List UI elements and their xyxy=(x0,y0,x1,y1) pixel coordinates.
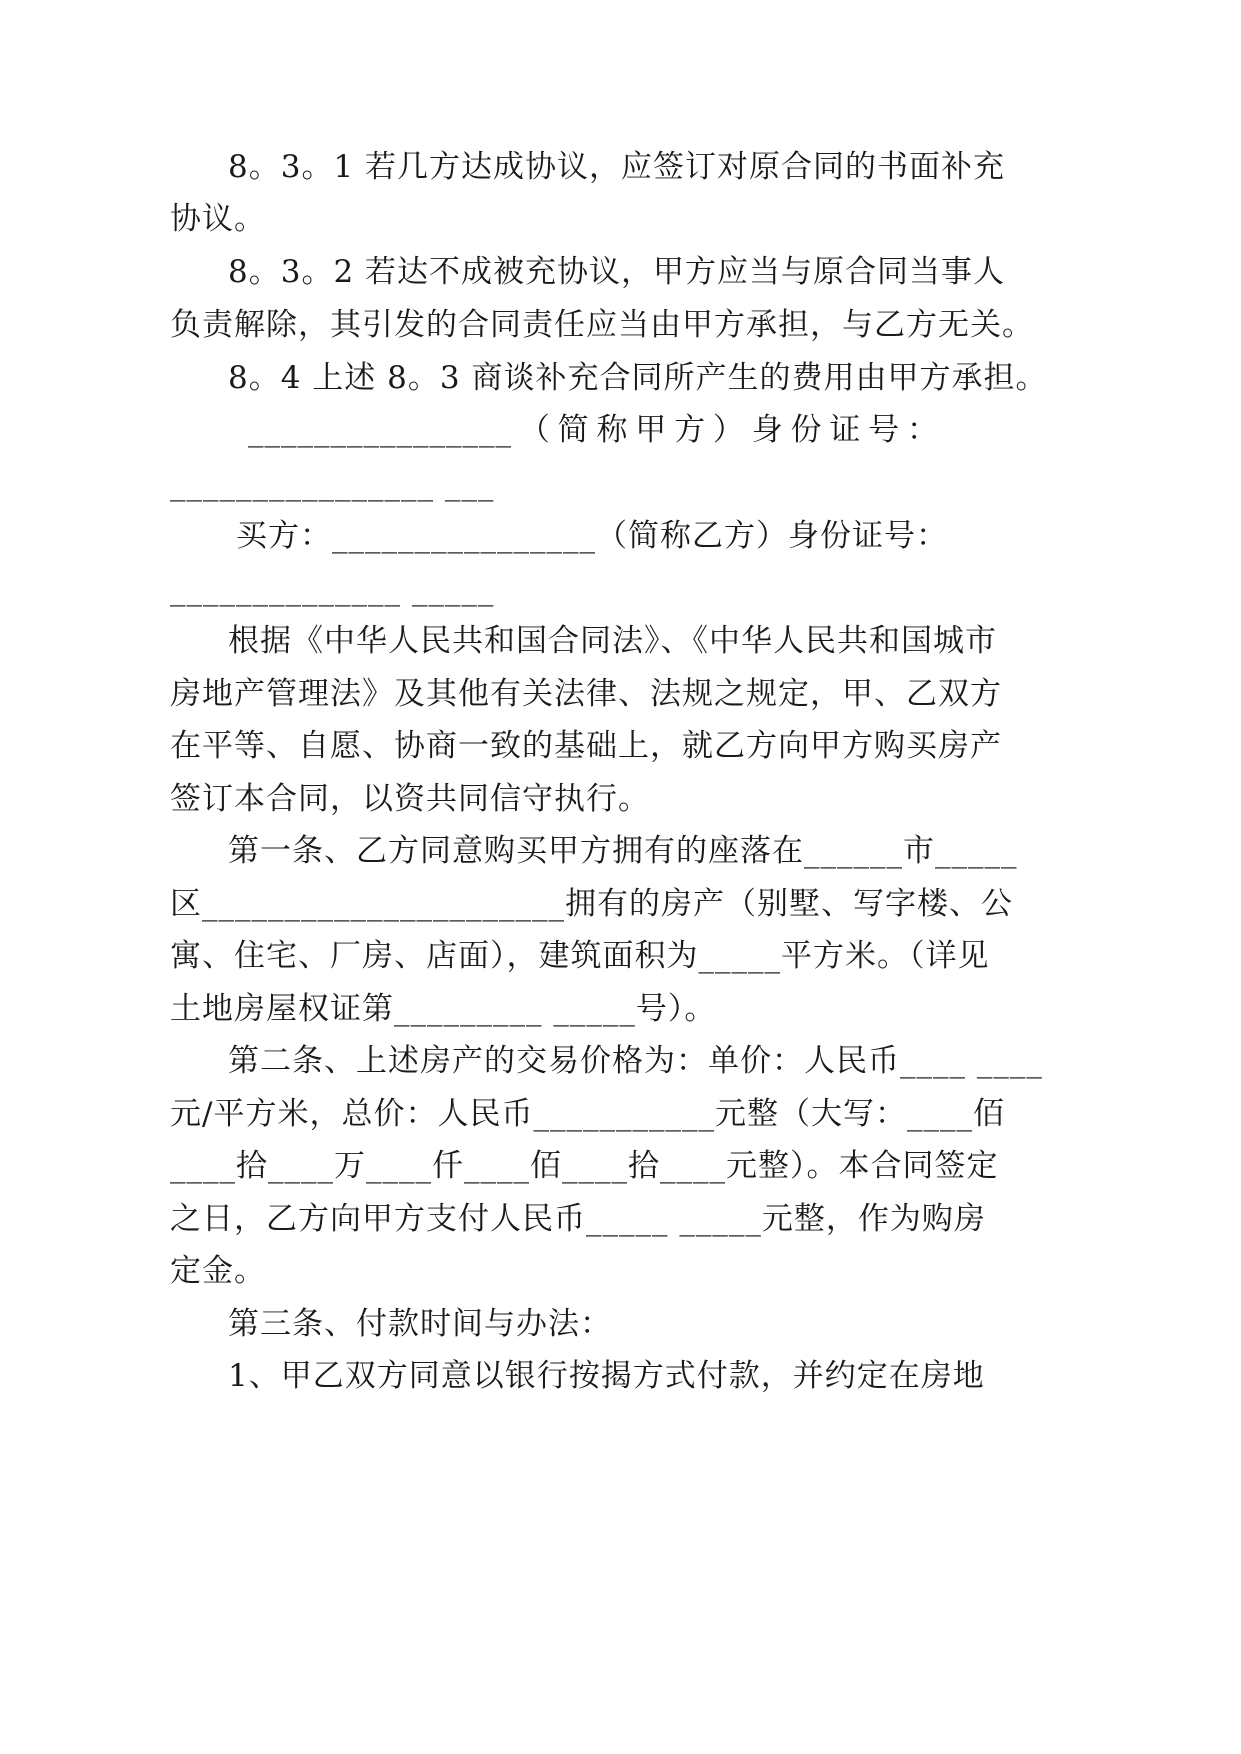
party-a-line: ________________（简称甲方）身份证号： xyxy=(248,412,939,448)
clause-1-line: 第一条、乙方同意购买甲方拥有的座落在______市_____ xyxy=(228,833,1018,869)
paragraph-line: 负责解除，其引发的合同责任应当由甲方承担，与乙方无关。 xyxy=(170,307,1034,343)
paragraph-line: 房地产管理法》及其他有关法律、法规之规定，甲、乙双方 xyxy=(170,676,1002,712)
paragraph-line: 签订本合同，以资共同信守执行。 xyxy=(170,781,650,817)
party-b-line: 买方：________________（简称乙方）身份证号： xyxy=(236,518,948,554)
party-a-id-blank: ________________ ___ xyxy=(170,466,495,502)
paragraph-line: 在平等、自愿、协商一致的基础上，就乙方向甲方购买房产 xyxy=(170,728,1002,764)
clause-2-line: ____拾____万____仟____佰____拾____元整）。本合同签定 xyxy=(170,1148,999,1184)
clause-2-line: 元/平方米，总价：人民币___________元整（大写：____佰 xyxy=(170,1096,1005,1132)
clause-1-line: 寓、住宅、厂房、店面），建筑面积为_____平方米。（详见 xyxy=(170,938,990,974)
paragraph-line: 8。3。2 若达不成被充协议，甲方应当与原合同当事人 xyxy=(228,254,1006,290)
paragraph-line: 协议。 xyxy=(170,201,266,237)
paragraph-line: 8。4 上述 8。3 商谈补充合同所产生的费用由甲方承担。 xyxy=(228,360,1048,396)
clause-2-line: 定金。 xyxy=(170,1253,266,1289)
clause-2-line: 第二条、上述房产的交易价格为：单价：人民币____ ____ xyxy=(228,1043,1043,1079)
clause-3-line: 1、甲乙双方同意以银行按揭方式付款，并约定在房地 xyxy=(228,1358,985,1394)
paragraph-line: 根据《中华人民共和国合同法》、《中华人民共和国城市 xyxy=(228,623,997,659)
paragraph-line: 8。3。1 若几方达成协议，应签订对原合同的书面补充 xyxy=(228,149,1006,185)
party-b-id-blank: ______________ _____ xyxy=(170,571,495,607)
clause-1-line: 区______________________拥有的房产（别墅、写字楼、公 xyxy=(170,886,1013,922)
clause-1-line: 土地房屋权证第_________ _____号）。 xyxy=(170,991,717,1027)
clause-2-line: 之日，乙方向甲方支付人民币_____ _____元整，作为购房 xyxy=(170,1201,986,1237)
clause-3-heading: 第三条、付款时间与办法： xyxy=(228,1306,612,1342)
